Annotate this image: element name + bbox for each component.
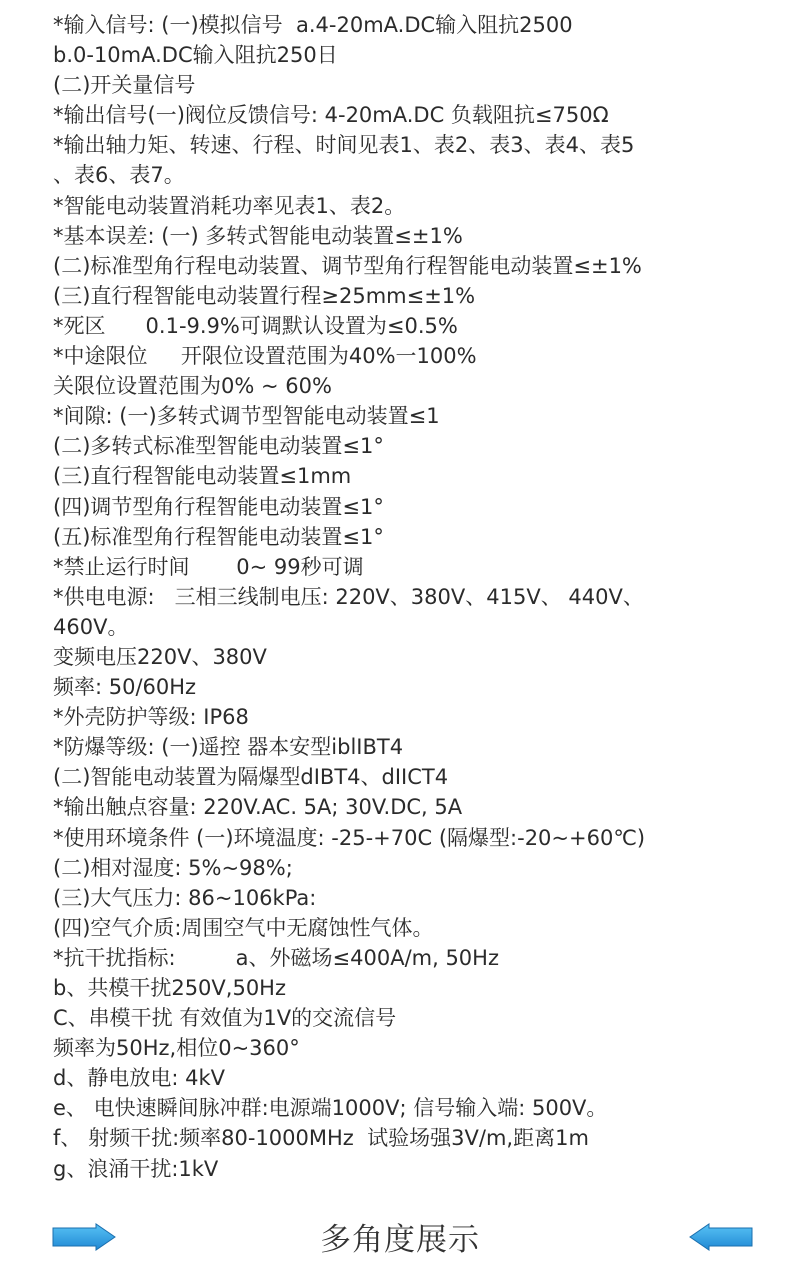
spec-line: 、表6、表7。 [53, 163, 185, 188]
spec-line: *防爆等级: (一)遥控 器本安型iblIBT4 [53, 735, 404, 760]
spec-line: (五)标准型角行程智能电动装置≤1° [53, 524, 384, 549]
spec-line: *死区 0.1-9.9%可调默认设置为≤0.5% [53, 313, 458, 338]
spec-line: g、浪涌干扰:1kV [53, 1156, 219, 1181]
spec-line: 关限位设置范围为0% ~ 60% [53, 374, 332, 399]
spec-line: 变频电压220V、380V [53, 644, 267, 669]
spec-line: *间隙: (一)多转式调节型智能电动装置≤1 [53, 404, 440, 429]
spec-line: b.0-10mA.DC输入阻抗250日 [53, 43, 338, 68]
spec-line: *中途限位 开限位设置范围为40%一100% [53, 344, 477, 369]
spec-line: f、 射频干扰:频率80-1000MHz 试验场强3V/m,距离1m [53, 1126, 589, 1151]
footer-nav [0, 1212, 800, 1268]
spec-line: (二)标准型角行程电动装置、调节型角行程智能电动装置≤±1% [53, 253, 642, 278]
spec-line: *禁止运行时间 0~ 99秒可调 [53, 554, 364, 579]
footer-title: 多角度展示 [320, 1222, 480, 1258]
spec-line: (四)调节型角行程智能电动装置≤1° [53, 494, 384, 519]
spec-line: (二)智能电动装置为隔爆型dIBT4、dIICT4 [53, 765, 449, 790]
spec-line: (三)大气压力: 86~106kPa: [53, 885, 317, 910]
spec-line: *外壳防护等级: IP68 [53, 705, 249, 730]
spec-line: *输入信号: (一)模拟信号 a.4-20mA.DC输入阻抗2500 [53, 13, 573, 37]
spec-line: *输出轴力矩、转速、行程、时间见表1、表2、表3、表4、表5 [53, 133, 635, 158]
spec-line: (二)多转式标准型智能电动装置≤1° [53, 434, 384, 459]
spec-line: *基本误差: (一) 多转式智能电动装置≤±1% [53, 223, 463, 248]
spec-line: (三)直行程智能电动装置行程≥25mm≤±1% [53, 283, 476, 308]
spec-line: C、串模干扰 有效值为1V的交流信号 [53, 1006, 397, 1031]
arrow-left-icon[interactable] [689, 1223, 753, 1251]
spec-line: (三)直行程智能电动装置≤1mm [53, 464, 352, 489]
spec-line: 频率: 50/60Hz [53, 675, 197, 700]
spec-line: 频率为50Hz,相位0~360° [53, 1036, 300, 1061]
spec-line: *输出信号(一)阀位反馈信号: 4-20mA.DC 负载阻抗≤750Ω [53, 103, 609, 128]
spec-line: (二)相对湿度: 5%~98%; [53, 855, 293, 880]
spec-line: e、 电快速瞬间脉冲群:电源端1000V; 信号输入端: 500V。 [53, 1096, 608, 1121]
spec-line: *抗干扰指标: a、外磁场≤400A/m, 50Hz [53, 945, 499, 970]
spec-line: d、静电放电: 4kV [53, 1066, 225, 1091]
spec-line: (四)空气介质:周围空气中无腐蚀性气体。 [53, 915, 434, 940]
spec-line: *供电电源: 三相三线制电压: 220V、380V、415V、 440V、 [53, 584, 644, 609]
spec-line: 460V。 [53, 614, 129, 639]
spec-line: *使用环境条件 (一)环境温度: -25-+70C (隔爆型:-20~+60℃) [53, 825, 646, 850]
spec-line: (二)开关量信号 [53, 73, 196, 98]
spec-line: *智能电动装置消耗功率见表1、表2。 [53, 193, 406, 218]
spec-line: *输出触点容量: 220V.AC. 5A; 30V.DC, 5A [53, 795, 463, 820]
spec-list [53, 10, 783, 1184]
spec-line: b、共模干扰250V,50Hz [53, 976, 286, 1000]
